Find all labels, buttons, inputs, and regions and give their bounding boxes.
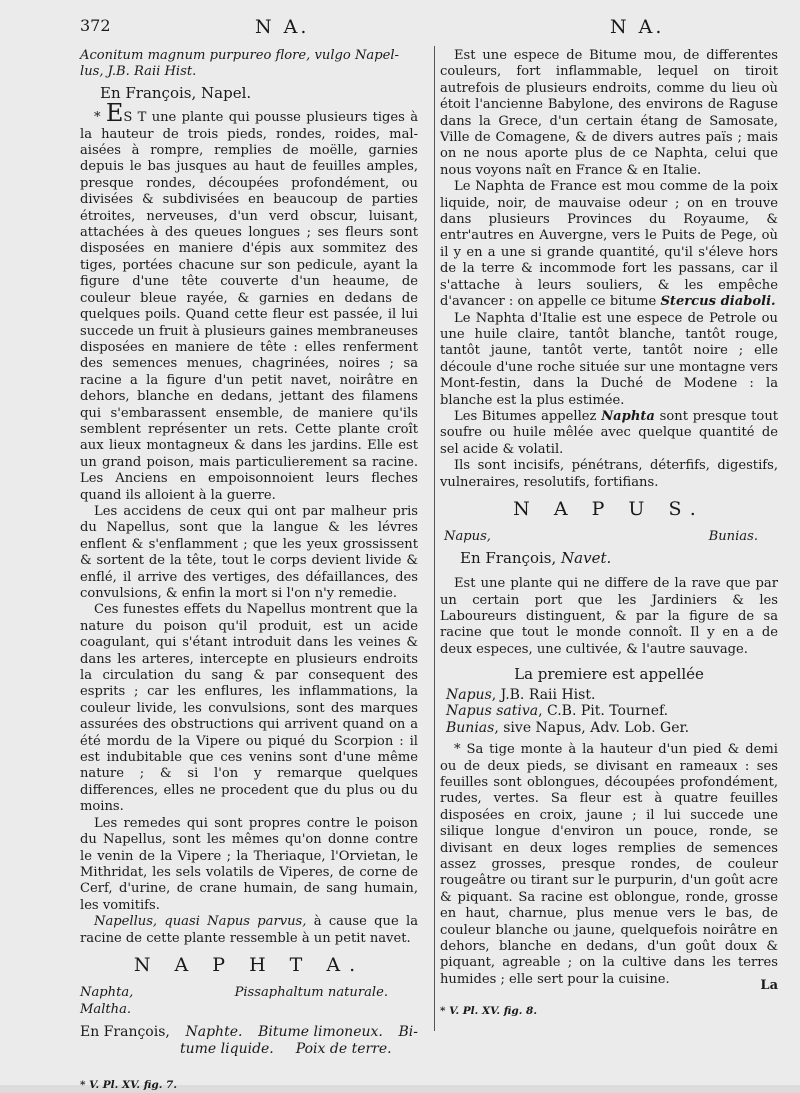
synonym-naphta: Naphta,: [80, 985, 134, 1001]
asterisk-mark: *: [94, 110, 101, 126]
subheading-premiere: La premiere est appellée: [514, 665, 704, 684]
footnote-right: * V. Pl. XV. fig. 8.: [440, 1004, 537, 1017]
page-number: 372: [80, 16, 111, 35]
running-head-left: N A.: [255, 16, 310, 38]
french-bitume: Bitume limoneux.: [258, 1024, 383, 1041]
synonym-source: , sive Napus, Adv. Lob. Ger.: [494, 719, 690, 736]
synonym-napus: Napus,: [444, 529, 491, 545]
naphta-french-names: [80, 1024, 418, 1040]
paragraph-properties: Ils sont incisifs, pénétrans, déterfifs, digestifs, vulneraires, resolutifs, fortifians.: [440, 458, 778, 490]
entry-heading-napus: N A P U S.: [513, 497, 705, 520]
napus-synonyms: [440, 529, 778, 545]
synonym-line: lus, J.B. Raii Hist.: [80, 64, 197, 80]
paragraph-text: Le Naphta de France est mou comme de la poix liquide, noir, de mauvaise odeur ; on en trouve dans plusieurs Provinces du Royaume, & entr'autres en Auvergne, vers le Puits de Pege, où il y en a une si grande quantité, qu'il s'éleve hors de la terre & incommode fort les passans, car il s'attache à leurs souliers, & les empêche d'avancer : on appelle ce bitume: [440, 179, 778, 310]
paragraph-napellus-description: [80, 99, 419, 504]
paragraph-text: sont presque tout soufre ou huile mêlée avec quelque quantité de sel acide & volatil.: [440, 408, 779, 457]
text-columns: [80, 48, 778, 1093]
french-tume-liquide: tume liquide.: [180, 1040, 274, 1057]
paragraph-accidents: Les accidens de ceux qui ont par malheur pris du Napellus, sont que la langue & les lévres enflent & s'enflamment ; que les yeux grossissent & sortent de la tête, tout le corps devient livide & enflé, il arrive des vertiges, des défaillances, des convulsions, & enfin la mort si l'on n'y remedie.: [80, 503, 418, 601]
left-column: [80, 48, 418, 1093]
synonym-line: Aconitum magnum purpureo flore, vulgo Napel-: [80, 48, 399, 63]
naphta-french-names-cont: [80, 1041, 418, 1057]
paragraph-napus-plant: * Sa tige monte à la hauteur d'un pied & demi ou de deux pieds, se divisant en rameaux : ses feuilles sont oblongues, découpées profondément, rudes, vertes. Sa fleur est à quatre feuilles disposées en croix, jaune ; il lui succede une silique longue d'environ un pouce, ronde, se divisant en deux loges remplies de semences assez grosses, presque rondes, de couleur rougeâtre ou tirant sur le purpurin, d'un goût acre & piquant. Sa racine est oblongue, ronde, grosse en haut, charnue, plus menue vers le bas, de couleur blanche ou jaune, quelquefois noirâtre en dehors, blanche en dedans, d'un goût doux & piquant, agreable ; on la cultive dans les terres humides ; elle sert pour la cuisine.: [440, 742, 778, 987]
footnote-left: * V. Pl. XV. fig. 7.: [80, 1078, 177, 1091]
running-head-right: N A.: [610, 16, 665, 38]
synonym-bunias: Bunias.: [708, 529, 758, 545]
latin-word: Naphta: [601, 408, 655, 424]
synonym-item: [440, 687, 778, 704]
latin-phrase: Napellus, quasi Napus parvus,: [94, 914, 307, 930]
synonym-item: [440, 720, 778, 737]
paragraph-text: à cause que la racine de cette plante ressemble à un petit navet.: [80, 914, 418, 946]
paragraph-naphta-description: Est une espece de Bitume mou, de differentes couleurs, fort inflammable, lequel on tiroit autrefois de plusieurs endroits, comme du lieu où étoit l'ancienne Babylone, des environs de Raguse dans la Grece, d'un certain étang de Samosate, Ville de Comagene, & de divers autres païs ; mais on ne nous aporte plus de ce Naphta, celui que nous voyons naît en France & en Italie.: [440, 48, 778, 178]
french-navet: Navet.: [561, 548, 612, 567]
napus-french-name: [460, 550, 778, 566]
running-header: [80, 16, 778, 48]
synonym-latin: Napus: [446, 686, 492, 703]
paragraph-text: Les Bitumes appellez: [454, 408, 597, 424]
french-label: En François,: [460, 548, 557, 567]
drop-cap: E: [105, 99, 124, 128]
paragraph-text: S T une plante qui pousse plusieurs tiges à la hauteur de trois pieds, rondes, roides, mal-aisées à rompre, remplies de moëlle, garnies depuis le bas jusques au haut de feuilles amples, presque rondes, découpées profondément, ou divisées & subdivisées en beaucoup de parties étroites, nerveuses, d'un verd obscur, luisant, attachées à des queues longues ; ses fleurs sont disposées en maniere d'épis aux sommitez des tiges, portées chacune sur son pedicule, ayant la figure d'une tête couverte d'un heaume, de couleur bleue rayée, & garnies en dedans de quelques poils. Quand cette fleur est passée, il lui succede un fruit à plusieurs gaines membraneuses disposées en maniere de tête : elles renferment des semences menues, chagrinées, noires ; sa racine a la figure d'un petit navet, noirâtre en dehors, blanche en dedans, jettant des filamens qui s'embarassent ensemble, de maniere qu'ils semblent représenter un rets. Cette plante croît aux lieux montagneux & dans les jardins. Elle est un grand poison, mais particulierement sa racine. Les Anciens en empoisonnoient leurs fleches quand ils alloient à la guerre.: [80, 110, 419, 503]
synonym-latin: Bunias: [446, 719, 495, 736]
catchword: La: [760, 978, 778, 994]
napus-synonym-list: [440, 687, 778, 737]
synonym-item: [440, 703, 778, 720]
synonym-pissaphaltum: Pissaphaltum naturale.: [234, 985, 388, 1001]
entry-heading-naphta: N A P H T A.: [133, 953, 365, 976]
paragraph-etymology: [80, 914, 418, 947]
right-column: [440, 48, 778, 1093]
naphta-synonyms: [80, 985, 418, 1018]
french-poix: Poix de terre.: [295, 1040, 392, 1057]
column-rule: [434, 46, 435, 1031]
paragraph-napus-description: Est une plante qui ne differe de la rave que par un certain port que les Jardiniers & les Laboureurs distinguent, & par la figure de sa racine que tout le monde connoît. Il y en a de deux especes, une cultivée, & l'autre sauvage.: [440, 576, 778, 657]
french-name: En François, Napel.: [100, 83, 252, 102]
synonym-latin: Napus sativa: [446, 703, 539, 720]
synonym-source: , J.B. Raii Hist.: [491, 686, 596, 703]
french-naphte: Naphte.: [185, 1024, 243, 1041]
paragraph-naphta-italie: Le Naphta d'Italie est une espece de Petrole ou une huile claire, tantôt blanche, tantôt rouge, tantôt jaune, tantôt verte, tantôt noire ; elle découle d'une roche située sur une montagne vers Mont-festin, dans la Duché de Modene : la blanche est la plus estimée.: [440, 310, 778, 408]
latin-phrase: Stercus diaboli.: [660, 294, 776, 310]
synonym-source: , C.B. Pit. Tournef.: [538, 703, 669, 720]
french-bi: Bi-: [398, 1024, 418, 1041]
synonym-maltha: Maltha.: [80, 1001, 132, 1017]
paragraph-remedies: Les remedes qui sont propres contre le poison du Napellus, sont les mêmes qu'on donne contre le venin de la Vipere ; la Theriaque, l'Orvietan, le Mithridat, les sels volatils de Viperes, de corne de Cerf, d'urine, de crane humain, de sang humain, les vomitifs.: [80, 815, 418, 913]
paragraph-naphta-france: [440, 179, 778, 310]
paragraph-effects: Ces funestes effets du Napellus montrent que la nature du poison qu'il produit, est un acide coagulant, qui s'étant introduit dans les veines & dans les arteres, intercepte en plusieurs endroits la circulation du sang & par consequent des esprits ; car les enflures, les inflammations, la couleur livide, les convulsions, sont des marques assurées des obstructions qui arrivent quand on a été mordu de la Vipere ou piqué du Scorpion : il est indubitable que ces venins sont d'une même nature ; & si l'on y remarque quelques differences, elles ne procedent que du plus ou du moins.: [80, 602, 418, 815]
french-label: En François,: [80, 1024, 170, 1041]
paragraph-bitumes: [440, 409, 778, 458]
